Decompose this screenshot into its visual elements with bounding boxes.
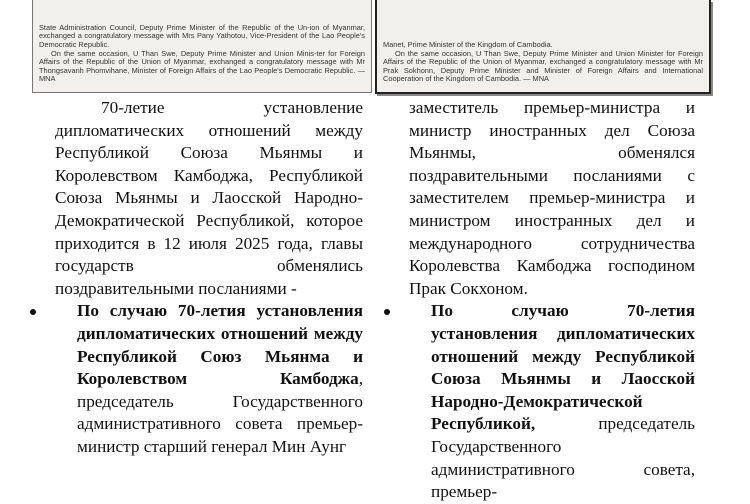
clipping-paragraph: Manet, Prime Minister of the Kingdom of Cambodia. — [383, 40, 553, 50]
continued-paragraph: заместитель премьер-министра и министр иностранных дел Союза Мьянмы, обменялся поздравительными посланиями с заместителем премьер-министра и министром иностранных дел и международного сотрудничества Королевства Камбоджа господином Прак Сокхоном. — [409, 98, 695, 298]
text-column-right — [409, 97, 695, 504]
bullet-icon — [384, 309, 390, 315]
bullet-list — [409, 300, 695, 503]
clipping-paragraph: On the same occasion, U Than Swe, Deputy Prime Minister and Union Minis-ter for Foreign Affairs of the Republic of the Union of Myanmar, exchanged a congratulatory message with Mr Thongsavanh Phomvihane, Minister of Foreign Affairs of the Lao People's Democratic Republic. — MNA — [39, 48, 365, 84]
text-column-left — [55, 97, 363, 459]
bullet-text: , председатель Государственного административного совета премьер-министр старший генерал Мин Аунг — [77, 369, 363, 456]
clipping-paragraph: State Administration Council, Deputy Prime Minister of the Republic of the Un-ion of Myanmar, exchanged a congratulatory message with Mrs Pany Yathotou, Vice-President of the Lao People's Democratic Republic. — [39, 22, 365, 50]
bullet-icon — [30, 309, 36, 315]
newspaper-clipping-right — [375, 0, 711, 94]
clipping-paragraph: On the same occasion, U Than Swe, Deputy Prime Minister and Union Minister for Foreign Affairs of the Republic of the Union of Myanmar, exchanged a congratulatory message with Mr Prak Sokhonn, Deputy Prime Minister and Minister of Foreign Affairs and International Cooperation of the Kingdom of Cambodia. — MNA — [383, 48, 703, 84]
bullet-bold-text: По случаю 70-летия установления дипломатических отношений между Республикой Союз Мьянма и Королевством Камбоджа — [77, 301, 363, 389]
bullet-bold-text: По случаю 70-летия установления дипломатических отношений между Республикой Союза Мьянмы и Лаосской Народно-Демократической Республикой, — [431, 301, 695, 434]
list-item — [55, 300, 363, 458]
bullet-list — [55, 300, 363, 458]
newspaper-clipping-left — [32, 0, 372, 93]
bullet-text: председатель Государственного административного совета, премьер- — [431, 414, 695, 502]
intro-paragraph: 70-летие установление дипломатических отношений между Республикой Союза Мьянмы и Королевством Камбоджа, Республикой Союза Мьянмы и Лаосской Народно-Демократической Республикой, которое приходится в 12 июля 2025 года, главы государств обменялись поздравительными посланиями - — [55, 98, 363, 298]
list-item — [409, 300, 695, 503]
